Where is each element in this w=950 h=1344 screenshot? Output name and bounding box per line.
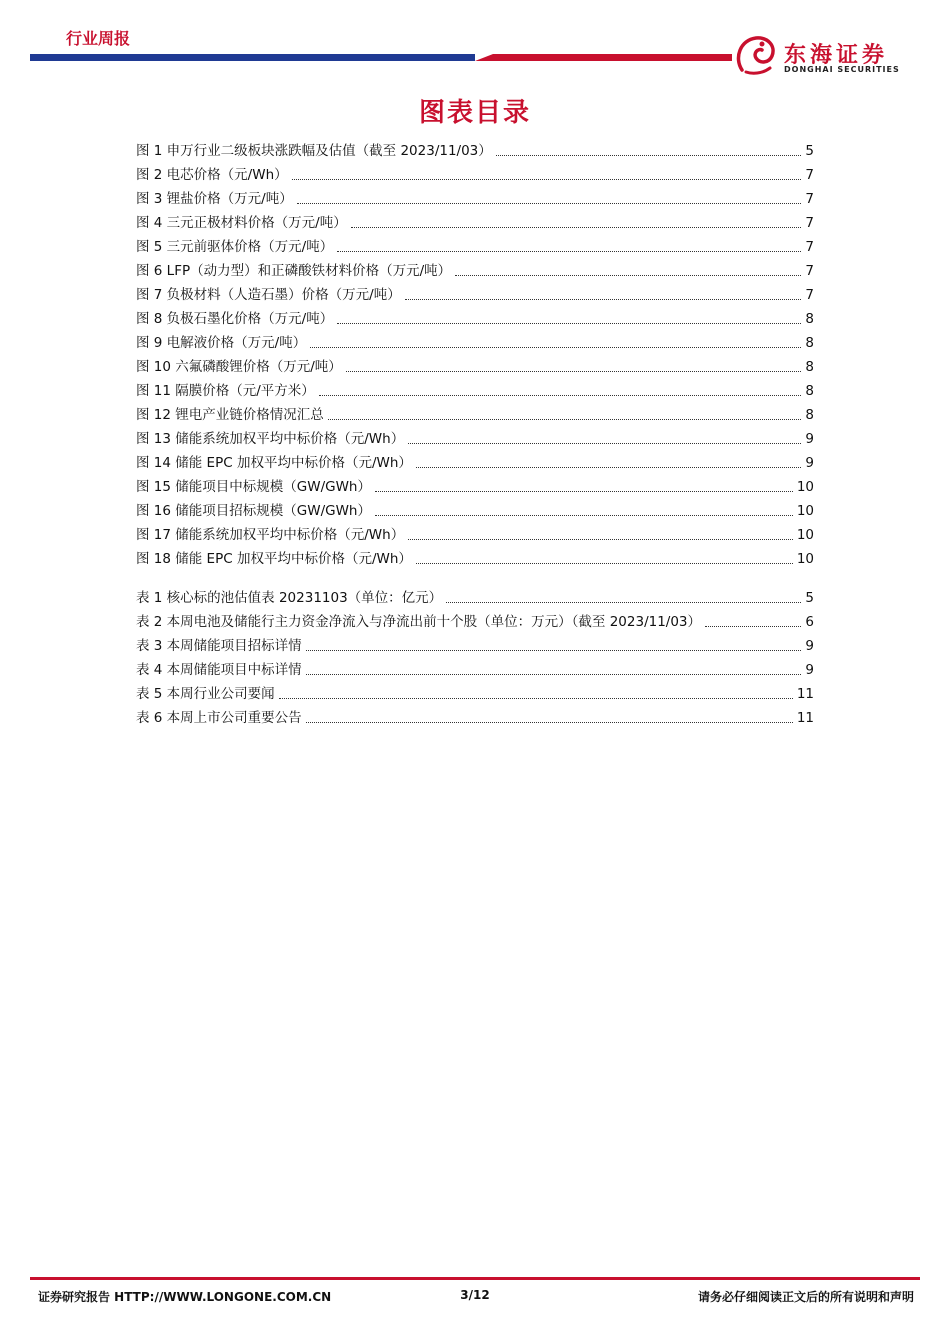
- toc-leader-dots: [405, 299, 802, 300]
- toc-entry-label: 图 16 储能项目招标规模（GW/GWh）: [136, 503, 371, 519]
- toc-entry-label: 图 18 储能 EPC 加权平均中标价格（元/Wh）: [136, 551, 412, 567]
- table-entry[interactable]: [136, 583, 814, 607]
- toc-entry-page: 7: [805, 263, 814, 279]
- toc-entry-page: 5: [805, 590, 814, 606]
- report-type-tag: 行业周报: [66, 29, 131, 48]
- toc-entry-page: 10: [796, 527, 814, 543]
- toc-leader-dots: [416, 467, 802, 468]
- figure-entry[interactable]: [136, 520, 814, 544]
- dragon-emblem-icon: [732, 30, 780, 78]
- toc-entry-label: 图 1 申万行业二级板块涨跌幅及估值（截至 2023/11/03）: [136, 143, 492, 159]
- toc-entry-label: 图 13 储能系统加权平均中标价格（元/Wh）: [136, 431, 405, 447]
- toc-entry-label: 图 2 电芯价格（元/Wh）: [136, 167, 288, 183]
- toc-entry-page: 9: [805, 431, 814, 447]
- figure-entry[interactable]: [136, 544, 814, 568]
- toc-entry-label: 图 11 隔膜价格（元/平方米）: [136, 383, 315, 399]
- footer-divider: [30, 1277, 920, 1280]
- page-number: 3/12: [460, 1288, 490, 1302]
- toc-entry-page: 8: [805, 407, 814, 423]
- toc-entry-label: 图 14 储能 EPC 加权平均中标价格（元/Wh）: [136, 455, 412, 471]
- toc-entry-label: 图 3 锂盐价格（万元/吨）: [136, 191, 293, 207]
- toc-leader-dots: [310, 347, 801, 348]
- table-entry[interactable]: [136, 631, 814, 655]
- toc-leader-dots: [705, 626, 801, 627]
- toc-entry-label: 表 5 本周行业公司要闻: [136, 686, 275, 702]
- toc-leader-dots: [337, 251, 801, 252]
- toc-leader-dots: [319, 395, 802, 396]
- toc-entry-label: 表 3 本周储能项目招标详情: [136, 638, 302, 654]
- figure-entry[interactable]: [136, 160, 814, 184]
- logo-chinese-name: 东海证券: [784, 42, 889, 68]
- toc-leader-dots: [337, 323, 801, 324]
- toc-entry-label: 表 1 核心标的池估值表 20231103（单位：亿元）: [136, 590, 443, 606]
- toc-entry-page: 6: [805, 614, 814, 630]
- toc-entry-label: 图 7 负极材料（人造石墨）价格（万元/吨）: [136, 287, 401, 303]
- figure-entry[interactable]: [136, 424, 814, 448]
- toc-leader-dots: [496, 155, 802, 156]
- toc-leader-dots: [351, 227, 802, 228]
- figure-entry[interactable]: [136, 472, 814, 496]
- figure-list: [136, 136, 814, 568]
- toc-entry-page: 10: [796, 479, 814, 495]
- toc-leader-dots: [346, 371, 802, 372]
- figure-entry[interactable]: [136, 184, 814, 208]
- toc-entry-page: 7: [805, 287, 814, 303]
- table-of-contents: [136, 136, 814, 727]
- toc-entry-page: 7: [805, 191, 814, 207]
- toc-entry-page: 9: [805, 638, 814, 654]
- toc-entry-page: 11: [796, 710, 814, 726]
- company-logo: [732, 30, 922, 80]
- toc-entry-label: 表 4 本周储能项目中标详情: [136, 662, 302, 678]
- figure-entry[interactable]: [136, 280, 814, 304]
- toc-entry-page: 8: [805, 335, 814, 351]
- toc-entry-page: 8: [805, 383, 814, 399]
- toc-leader-dots: [408, 443, 801, 444]
- toc-leader-dots: [306, 674, 802, 675]
- header-divider-blue: [30, 54, 475, 61]
- figure-entry[interactable]: [136, 136, 814, 160]
- toc-entry-label: 图 4 三元正极材料价格（万元/吨）: [136, 215, 347, 231]
- toc-leader-dots: [446, 602, 801, 603]
- toc-entry-page: 7: [805, 215, 814, 231]
- toc-entry-page: 7: [805, 239, 814, 255]
- toc-entry-page: 10: [796, 503, 814, 519]
- table-entry[interactable]: [136, 607, 814, 631]
- figure-entry[interactable]: [136, 208, 814, 232]
- toc-entry-page: 9: [805, 455, 814, 471]
- toc-leader-dots: [292, 179, 802, 180]
- figure-entry[interactable]: [136, 304, 814, 328]
- toc-entry-label: 图 9 电解液价格（万元/吨）: [136, 335, 307, 351]
- toc-title: 图表目录: [418, 98, 531, 128]
- table-list: [136, 583, 814, 727]
- figure-entry[interactable]: [136, 376, 814, 400]
- toc-leader-dots: [297, 203, 802, 204]
- list-gap: [136, 568, 814, 583]
- figure-entry[interactable]: [136, 232, 814, 256]
- toc-leader-dots: [408, 539, 793, 540]
- toc-entry-page: 11: [796, 686, 814, 702]
- table-entry[interactable]: [136, 655, 814, 679]
- table-entry[interactable]: [136, 703, 814, 727]
- toc-leader-dots: [328, 419, 802, 420]
- toc-entry-page: 10: [796, 551, 814, 567]
- toc-leader-dots: [279, 698, 793, 699]
- toc-entry-page: 8: [805, 359, 814, 375]
- toc-leader-dots: [375, 515, 793, 516]
- toc-entry-label: 图 5 三元前驱体价格（万元/吨）: [136, 239, 334, 255]
- footer-disclaimer: 请务必仔细阅读正文后的所有说明和声明: [697, 1290, 914, 1304]
- toc-entry-label: 图 8 负极石墨化价格（万元/吨）: [136, 311, 334, 327]
- footer-website[interactable]: 证券研究报告 HTTP://WWW.LONGONE.COM.CN: [38, 1290, 332, 1304]
- toc-leader-dots: [416, 563, 793, 564]
- toc-entry-label: 图 10 六氟磷酸锂价格（万元/吨）: [136, 359, 342, 375]
- toc-entry-label: 图 6 LFP（动力型）和正磷酸铁材料价格（万元/吨）: [136, 263, 452, 279]
- toc-entry-page: 9: [805, 662, 814, 678]
- toc-leader-dots: [306, 722, 793, 723]
- figure-entry[interactable]: [136, 328, 814, 352]
- toc-entry-label: 图 12 锂电产业链价格情况汇总: [136, 407, 324, 423]
- toc-entry-page: 5: [805, 143, 814, 159]
- toc-leader-dots: [455, 275, 801, 276]
- table-entry[interactable]: [136, 679, 814, 703]
- figure-entry[interactable]: [136, 352, 814, 376]
- toc-entry-label: 表 2 本周电池及储能行主力资金净流入与净流出前十个股（单位：万元）（截至 2023/11/03）: [136, 614, 702, 630]
- figure-entry[interactable]: [136, 496, 814, 520]
- toc-entry-label: 图 15 储能项目中标规模（GW/GWh）: [136, 479, 371, 495]
- toc-leader-dots: [375, 491, 793, 492]
- toc-entry-page: 8: [805, 311, 814, 327]
- toc-leader-dots: [306, 650, 802, 651]
- toc-entry-label: 表 6 本周上市公司重要公告: [136, 710, 302, 726]
- figure-entry[interactable]: [136, 400, 814, 424]
- logo-english-name: DONGHAI SECURITIES: [784, 65, 900, 74]
- figure-entry[interactable]: [136, 448, 814, 472]
- toc-entry-page: 7: [805, 167, 814, 183]
- figure-entry[interactable]: [136, 256, 814, 280]
- toc-entry-label: 图 17 储能系统加权平均中标价格（元/Wh）: [136, 527, 405, 543]
